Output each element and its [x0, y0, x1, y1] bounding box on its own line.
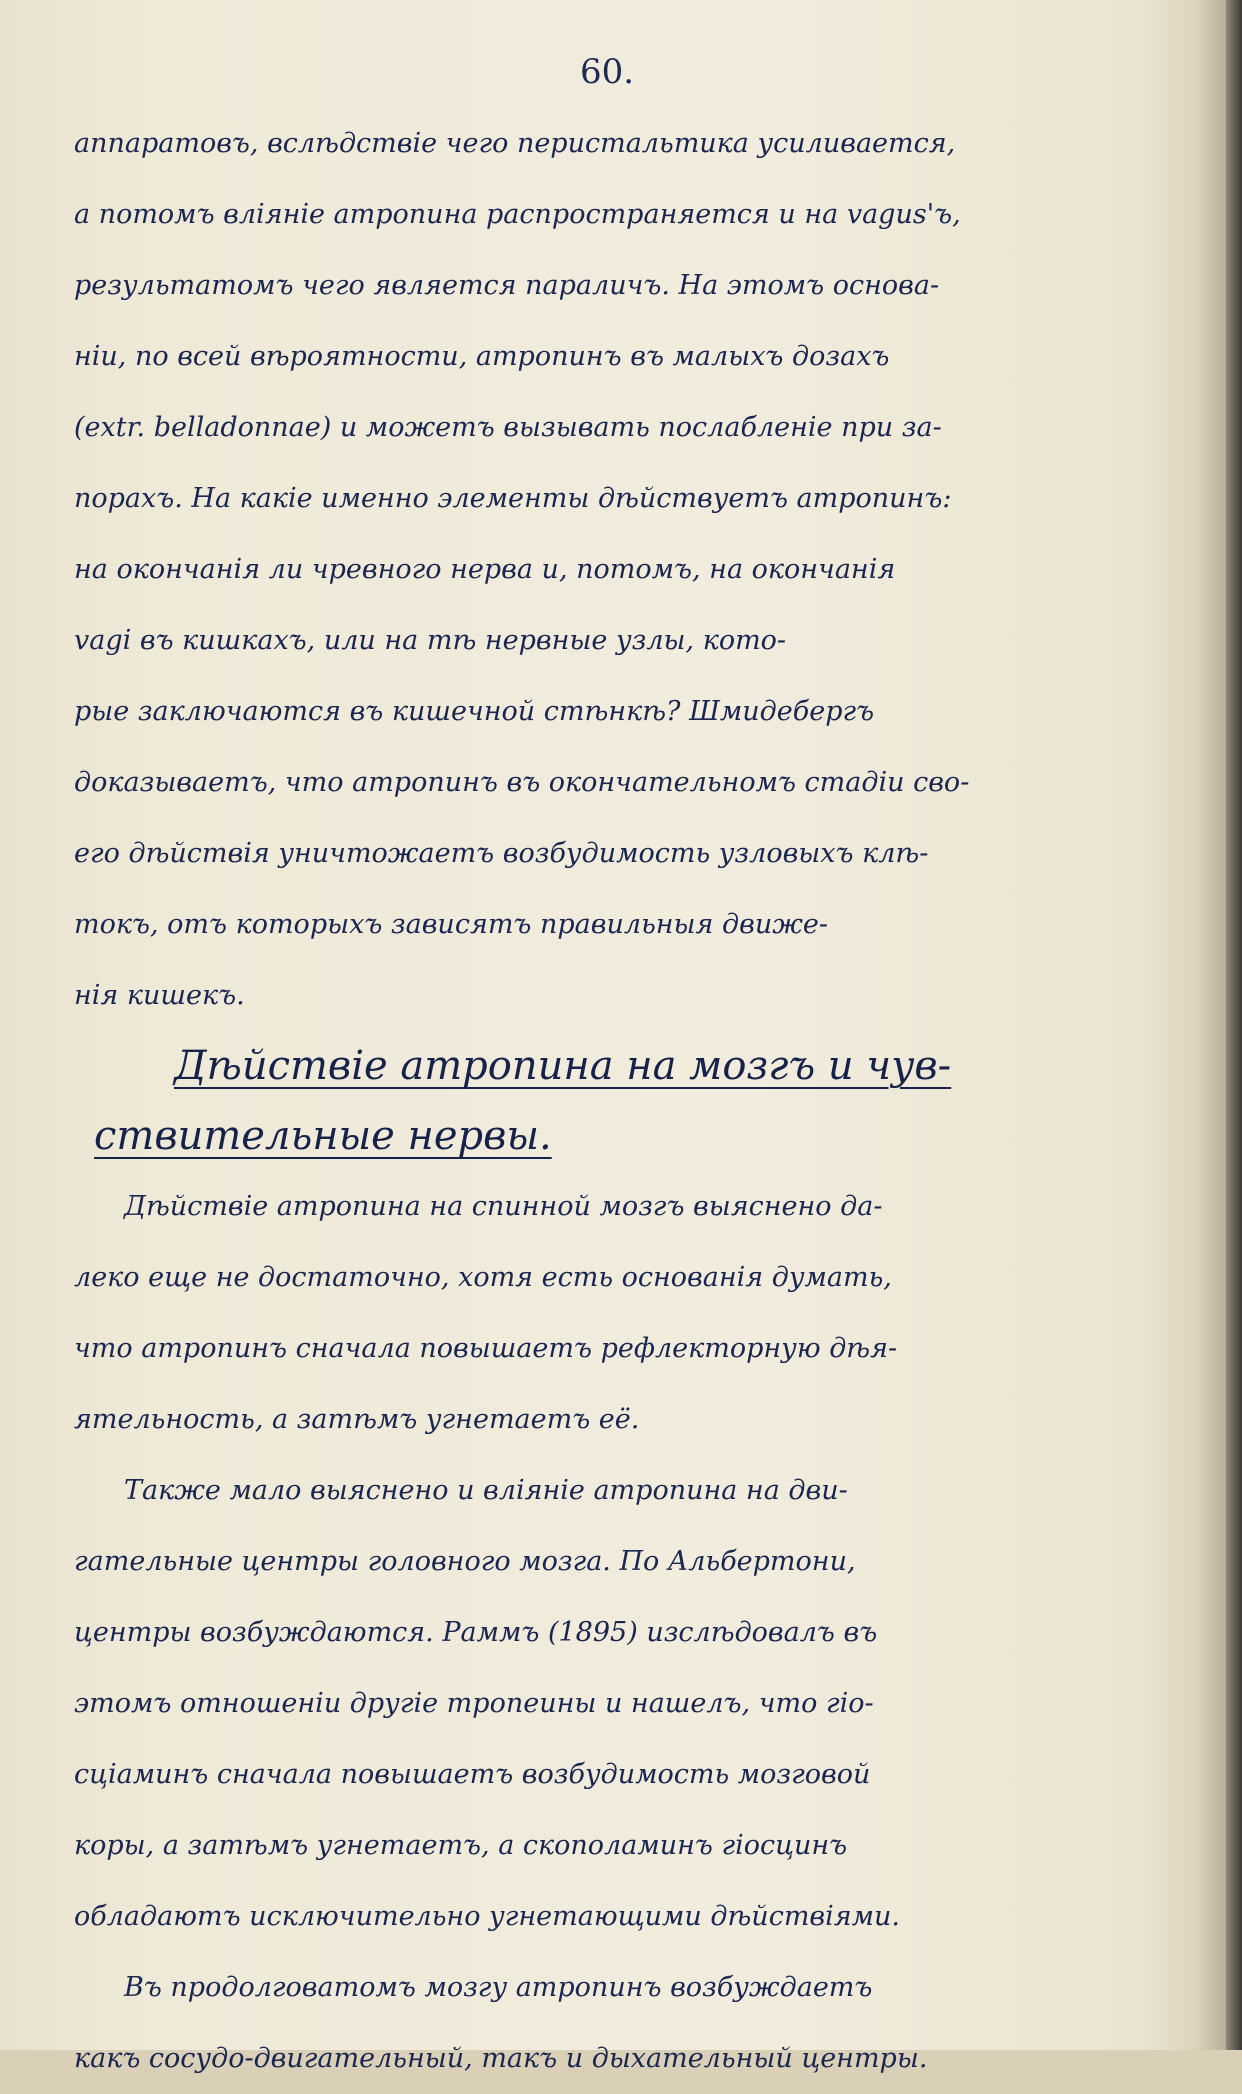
book-binding — [1226, 0, 1242, 2050]
text-line: нія кишекъ. — [74, 980, 245, 1011]
text-line: результатомъ чего является параличъ. На этомъ основа- — [74, 270, 940, 301]
text-line: гательные центры головного мозга. По Альбертони, — [74, 1546, 856, 1577]
text-line: Въ продолговатомъ мозгу атропинъ возбуждаетъ — [124, 1972, 873, 2003]
text-line: токъ, отъ которыхъ зависятъ правильныя движе- — [74, 909, 829, 940]
text-line: аппаратовъ, вслѣдствіе чего перистальтика усиливается, — [74, 128, 956, 159]
text-line: доказываетъ, что атропинъ въ окончательномъ стадіи сво- — [74, 767, 970, 798]
text-line: на окончанія ли чревного нерва и, потомъ, на окончанія — [74, 554, 896, 585]
text-line: этомъ отношеніи другіе тропеины и нашелъ, что гіо- — [74, 1688, 874, 1719]
text-line: центры возбуждаются. Раммъ (1895) изслѣдовалъ въ — [74, 1617, 878, 1648]
paragraph-2 — [74, 1171, 1184, 1455]
text-line: (extr. belladonnae) и можетъ вызывать послабленіе при за- — [74, 412, 942, 443]
text-line: Также мало выяснено и вліяніе атропина на дви- — [124, 1475, 848, 1506]
text-line: леко еще не достаточно, хотя есть основанія думать, — [74, 1262, 892, 1293]
text-line: ніи, по всей вѣроятности, атропинъ въ малыхъ дозахъ — [74, 341, 890, 372]
handwritten-text — [74, 108, 1184, 2094]
text-line: сціаминъ сначала повышаетъ возбудимость мозговой — [74, 1759, 871, 1790]
text-line: Дѣйствіе атропина на спинной мозгъ выяснено да- — [124, 1191, 883, 1222]
page-number: 60. — [580, 52, 635, 92]
text-line: какъ сосудо-двигательный, такъ и дыхательный центры. — [74, 2043, 928, 2074]
text-line: ятельность, а затѣмъ угнетаетъ её. — [74, 1404, 640, 1435]
section-heading — [74, 1031, 1184, 1171]
text-line: обладаютъ исключительно угнетающими дѣйствіями. — [74, 1901, 901, 1932]
text-line: порахъ. На какіе именно элементы дѣйствуетъ атропинъ: — [74, 483, 952, 514]
paragraph-1 — [74, 108, 1184, 1031]
spine-shadow — [1196, 0, 1226, 2050]
paragraph-4 — [74, 1952, 1184, 2094]
text-line: его дѣйствія уничтожаетъ возбудимость узловыхъ клѣ- — [74, 838, 929, 869]
text-line: vagi въ кишкахъ, или на тѣ нервные узлы, кото- — [74, 625, 787, 656]
paragraph-3 — [74, 1455, 1184, 1952]
text-line: а потомъ вліяніе атропина распространяется и на vagus'ъ, — [74, 199, 961, 230]
text-line: рые заключаются въ кишечной стѣнкѣ? Шмидебергъ — [74, 696, 875, 727]
text-line: коры, а затѣмъ угнетаетъ, а скополаминъ гіосцинъ — [74, 1830, 848, 1861]
heading-line: ствительные нервы. — [94, 1113, 552, 1159]
text-line: что атропинъ сначала повышаетъ рефлекторную дѣя- — [74, 1333, 898, 1364]
heading-line: Дѣйствіе атропина на мозгъ и чув- — [174, 1043, 952, 1089]
